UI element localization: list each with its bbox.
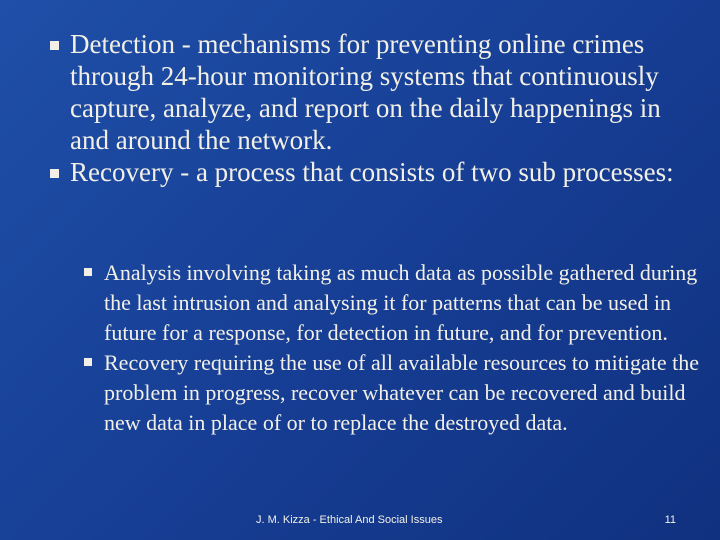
sub-bullet-item-analysis [88,258,708,348]
bullet-text: Recovery - a process that consists of two sub processes: [70,157,674,187]
page-number: 11 [664,514,676,526]
square-bullet-icon [84,358,92,366]
sub-bullet-text: Recovery requiring the use of all available resources to mitigate the problem in progress, recover whatever can be recovered and build new data in place of or to replace the destroyed data. [104,350,699,435]
bullet-item-recovery [54,156,694,188]
square-bullet-icon [50,41,59,50]
sub-bullet-item-recovery [88,348,708,438]
main-bullet-list [54,28,694,188]
sub-bullet-text: Analysis involving taking as much data as possible gathered during the last intrusion and analysing it for patterns that can be used in future for a response, for detection in future, and for prevention. [104,260,698,345]
bullet-item-detection [54,28,694,156]
sub-bullet-list [88,258,708,438]
bullet-text: Detection - mechanisms for preventing online crimes through 24-hour monitoring systems that continuously capture, analyze, and report on the daily happenings in and around the network. [70,29,661,155]
footer-text: J. M. Kizza - Ethical And Social Issues [256,514,443,526]
square-bullet-icon [84,268,92,276]
footer [0,510,720,530]
square-bullet-icon [50,169,59,178]
